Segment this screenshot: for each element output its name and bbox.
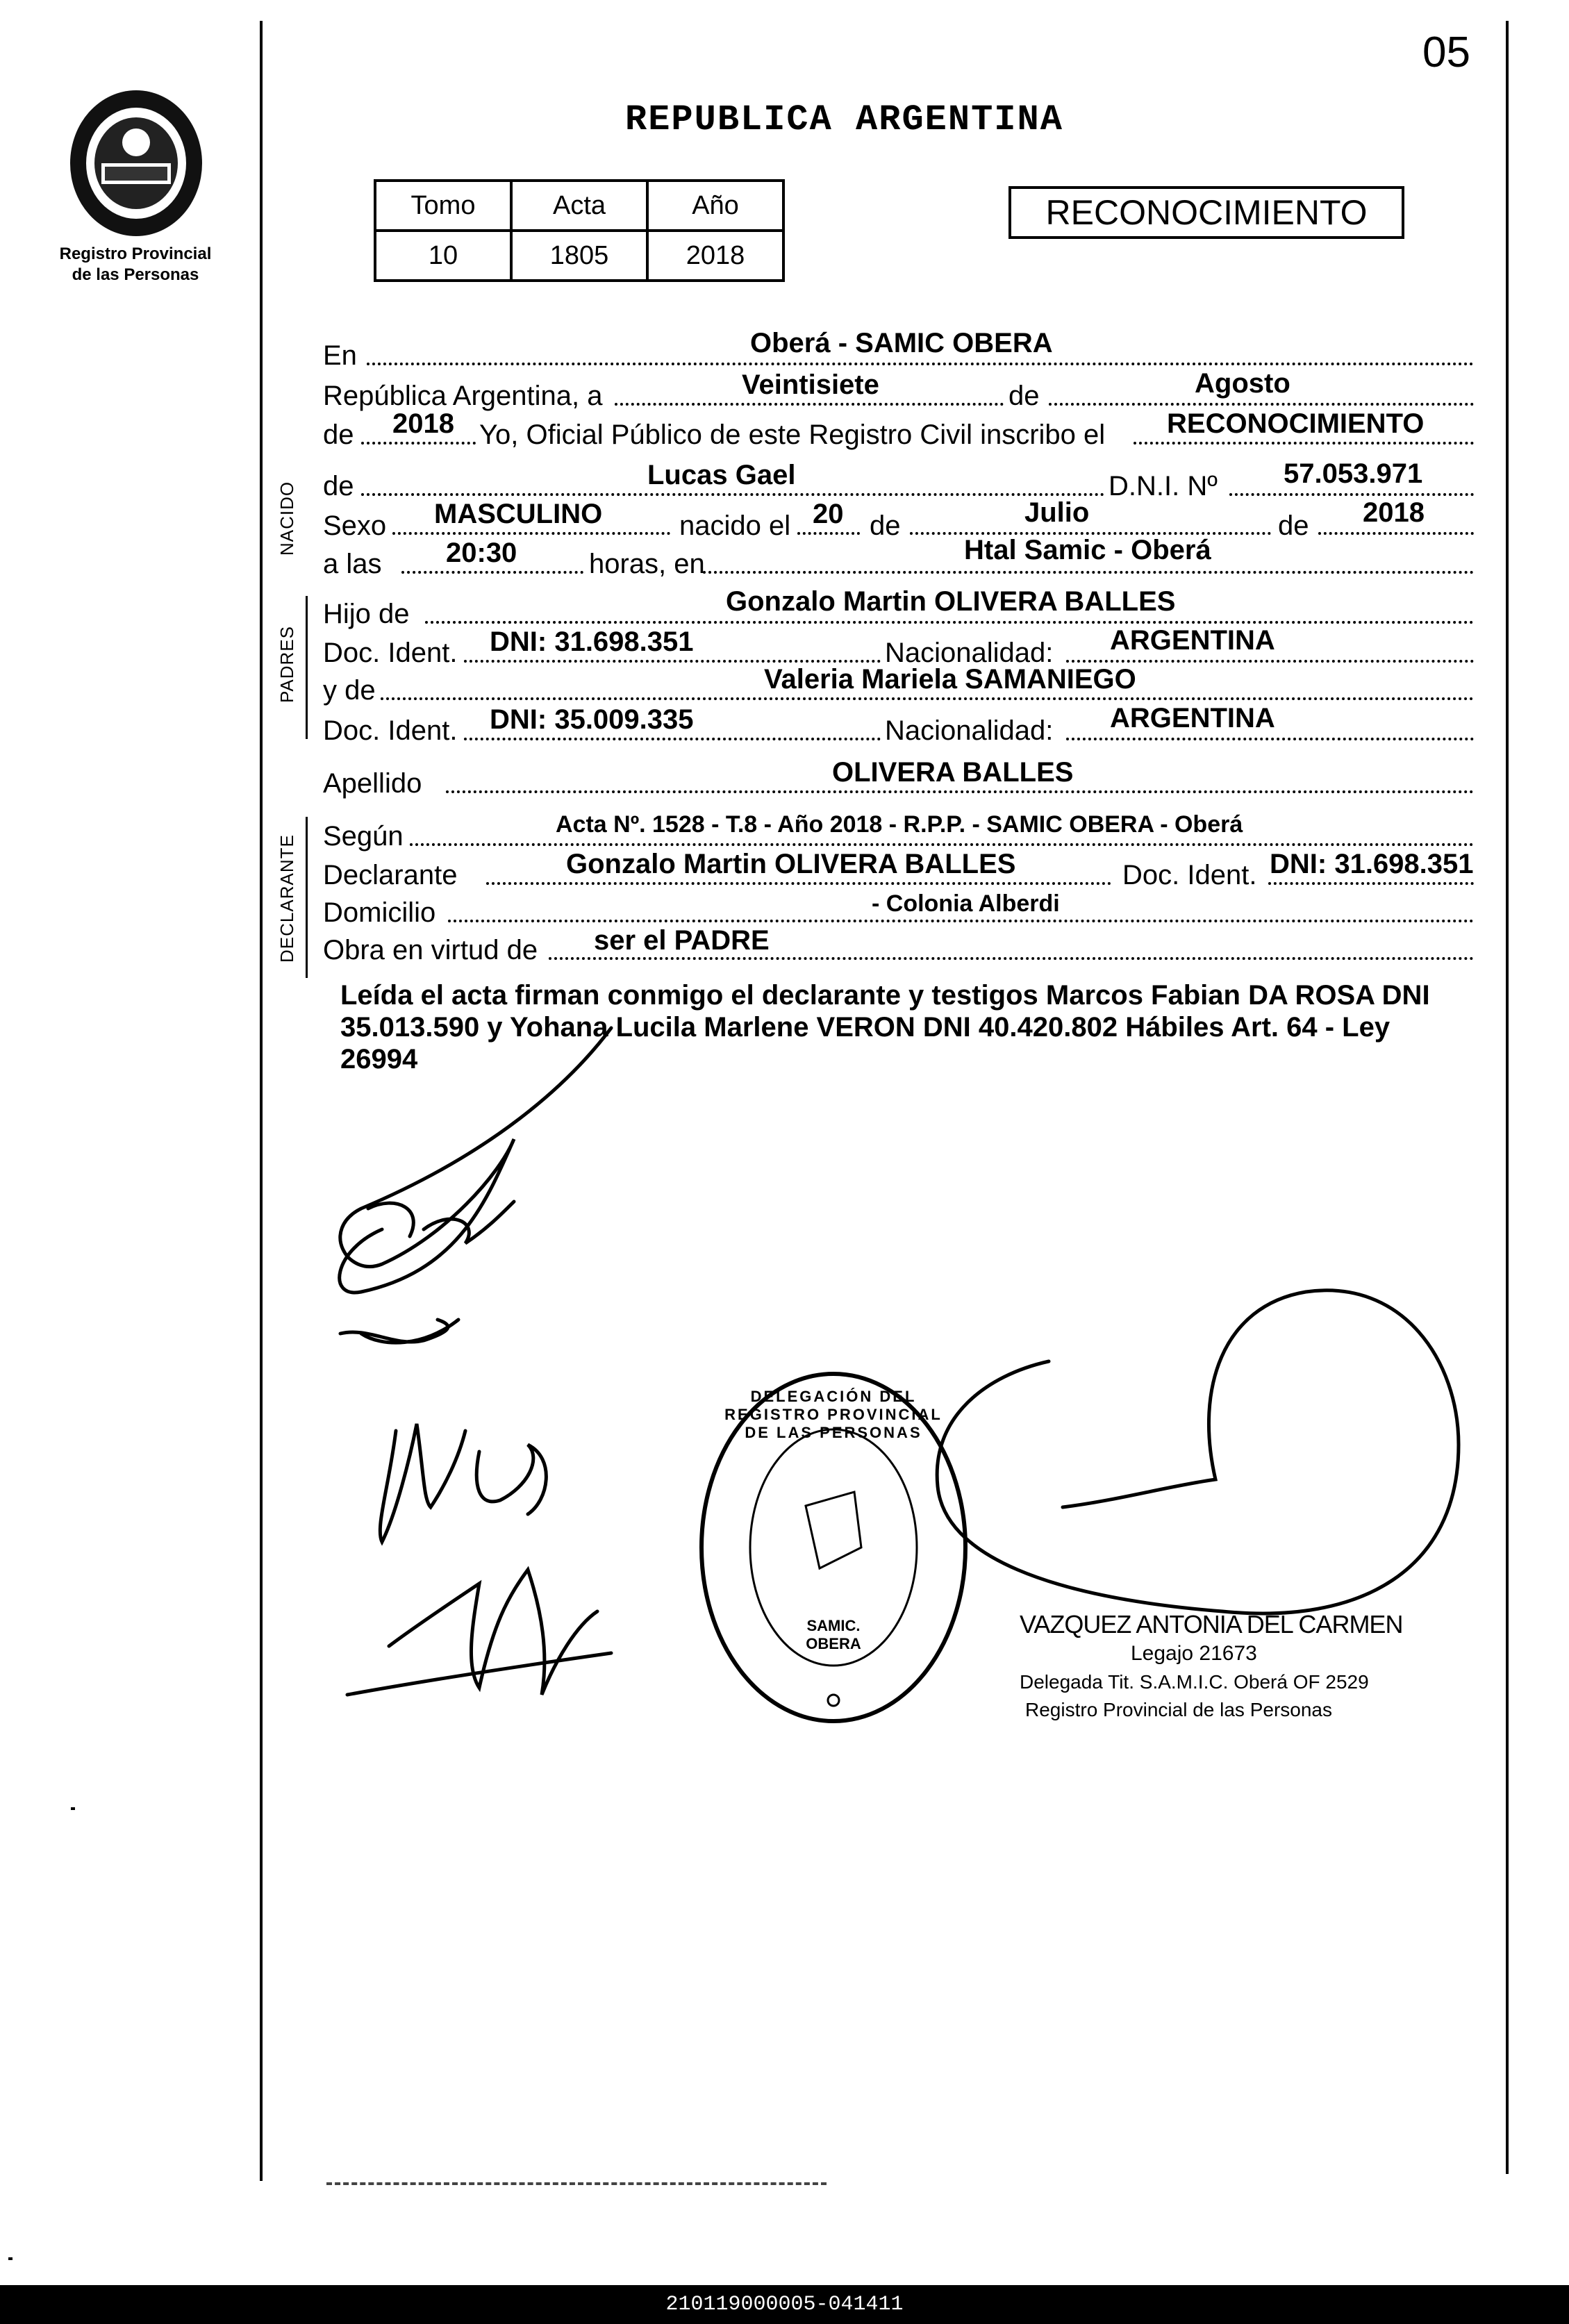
table-value-anio: 2018: [647, 231, 783, 281]
dotline-segun: [410, 843, 1474, 846]
dotline-apellido: [446, 790, 1474, 793]
label-a-las: a las: [323, 549, 382, 579]
registry-table: [374, 179, 785, 282]
value-madre: Valeria Mariela SAMANIEGO: [764, 664, 1136, 695]
label-nacionalidad-padre: Nacionalidad:: [885, 638, 1054, 668]
label-de-mes-nac: de: [870, 511, 901, 541]
dotline-obra: [549, 957, 1474, 960]
document-title: REPUBLICA ARGENTINA: [625, 99, 1063, 140]
value-lugar-nac: Htal Samic - Oberá: [964, 535, 1211, 565]
official-name: VAZQUEZ ANTONIA DEL CARMEN: [1020, 1610, 1403, 1638]
value-domicilio: - Colonia Alberdi: [872, 890, 1060, 917]
dotline-hora: [401, 571, 583, 574]
dotline-dia: [615, 403, 1004, 406]
label-en: En: [323, 340, 357, 371]
official-cargo: Delegada Tit. S.A.M.I.C. Oberá OF 2529: [1020, 1671, 1369, 1693]
value-madre-nac: ARGENTINA: [1110, 703, 1275, 733]
label-dni: D.N.I. Nº: [1109, 471, 1218, 501]
dotline-madre-doc: [464, 738, 881, 740]
value-dia-nac: 20: [813, 499, 844, 529]
dotline-anio: [361, 442, 476, 445]
stray-mark-1: [71, 1807, 75, 1810]
label-horas-en: horas, en: [589, 549, 705, 579]
label-de-anio-nac: de: [1278, 511, 1309, 541]
label-domicilio: Domicilio: [323, 897, 436, 928]
value-sexo: MASCULINO: [434, 499, 603, 529]
dotline-domicilio: [448, 920, 1474, 922]
dotline-lugar-nac: [703, 571, 1474, 574]
dotline-madre-nac: [1066, 738, 1474, 740]
act-type-label: RECONOCIMIENTO: [1045, 193, 1368, 232]
dotline-nombre: [361, 493, 1104, 496]
dotline-madre: [381, 697, 1474, 700]
right-margin-line: [1506, 21, 1509, 2174]
table-header-anio: Año: [647, 181, 783, 231]
label-doc-ident-madre: Doc. Ident.: [323, 715, 458, 746]
value-padre-doc: DNI: 31.698.351: [490, 626, 694, 657]
dotline-padre-nac: [1066, 660, 1474, 663]
declarante-bracket: [306, 817, 308, 978]
dotline-acto: [1134, 442, 1474, 445]
label-nacido-el: nacido el: [679, 511, 791, 541]
label-nacionalidad-madre: Nacionalidad:: [885, 715, 1054, 746]
value-padre: Gonzalo Martin OLIVERA BALLES: [726, 586, 1176, 617]
dotline-dni: [1229, 493, 1474, 496]
label-sexo: Sexo: [323, 511, 387, 541]
left-margin-line: [260, 21, 263, 2181]
value-anio-nac: 2018: [1363, 497, 1425, 528]
label-yo-oficial: Yo, Oficial Público de este Registro Civil inscribo el: [479, 420, 1106, 450]
value-obra: ser el PADRE: [594, 925, 770, 956]
label-republica: República Argentina, a: [323, 381, 603, 411]
label-de-nombre: de: [323, 471, 354, 501]
value-padre-nac: ARGENTINA: [1110, 625, 1275, 656]
dotline-declarante-doc: [1268, 882, 1474, 885]
label-de-mes: de: [1008, 381, 1040, 411]
label-hijo-de: Hijo de: [323, 599, 410, 629]
label-segun: Según: [323, 821, 404, 852]
value-hora: 20:30: [446, 538, 517, 568]
footer-code: 210119000005-041411: [665, 2293, 904, 2316]
logo-caption-line2: de las Personas: [72, 265, 199, 284]
stray-mark-2: [8, 2257, 13, 2260]
dotline-dia-nac: [797, 532, 860, 535]
dotline-padre: [425, 621, 1474, 624]
province-seal-logo: [67, 87, 206, 240]
value-dia: Veintisiete: [742, 370, 879, 400]
table-value-acta: 1805: [511, 231, 647, 281]
dotline-en: [367, 363, 1474, 365]
value-anio: 2018: [392, 408, 454, 439]
label-y-de: y de: [323, 675, 376, 706]
value-dni: 57.053.971: [1284, 458, 1423, 489]
value-mes-nac: Julio: [1024, 497, 1090, 528]
table-header-tomo: Tomo: [375, 181, 511, 231]
value-madre-doc: DNI: 35.009.335: [490, 704, 694, 735]
value-apellido: OLIVERA BALLES: [832, 757, 1074, 788]
page-number: 05: [1422, 28, 1470, 76]
padres-bracket: [306, 596, 308, 739]
registry-table-header-row: [375, 181, 783, 231]
dotline-declarante: [486, 882, 1111, 885]
side-label-padres: PADRES: [276, 626, 297, 703]
value-declarante: Gonzalo Martin OLIVERA BALLES: [566, 849, 1016, 879]
value-segun: Acta Nº. 1528 - T.8 - Año 2018 - R.P.P. - SAMIC OBERA - Oberá: [556, 811, 1243, 838]
label-apellido: Apellido: [323, 768, 422, 799]
official-legajo: Legajo 21673: [1131, 1642, 1257, 1665]
logo-caption-line1: Registro Provincial: [59, 244, 212, 263]
dotline-mes: [1049, 403, 1474, 406]
dotline-sexo: [392, 532, 670, 535]
footer-code-bar: [0, 2285, 1569, 2324]
side-label-nacido: NACIDO: [276, 481, 297, 556]
registry-table-value-row: [375, 231, 783, 281]
table-header-acta: Acta: [511, 181, 647, 231]
official-stamp: [695, 1367, 972, 1728]
side-label-declarante: DECLARANTE: [276, 834, 297, 963]
dotline-anio-nac: [1318, 532, 1474, 535]
stamp-ring-text: DELEGACIÓN DEL REGISTRO PROVINCIAL DE LAS PERSONAS: [724, 1388, 943, 1441]
label-declarante: Declarante: [323, 860, 458, 890]
label-de-anio: de: [323, 420, 354, 450]
table-value-tomo: 10: [375, 231, 511, 281]
value-mes: Agosto: [1195, 368, 1290, 399]
label-doc-ident-declarante: Doc. Ident.: [1122, 860, 1257, 890]
value-lugar: Oberá - SAMIC OBERA: [750, 328, 1053, 358]
value-declarante-doc: DNI: 31.698.351: [1270, 849, 1474, 879]
act-type-box: [1008, 186, 1404, 239]
bottom-dashes: [326, 2182, 827, 2185]
official-organismo: Registro Provincial de las Personas: [1025, 1699, 1332, 1720]
closing-text: Leída el acta firman conmigo el declarante y testigos Marcos Fabian DA ROSA DNI 35.013.590 y Yohana Lucila Marlene VERON DNI 40.420.802 Hábiles Art. 64 - Ley 26994: [340, 980, 1430, 1074]
label-obra: Obra en virtud de: [323, 935, 538, 965]
stamp-inner-text: SAMIC. OBERA: [806, 1617, 861, 1652]
dotline-padre-doc: [464, 660, 881, 663]
value-nombre: Lucas Gael: [647, 460, 796, 490]
label-doc-ident-padre: Doc. Ident.: [323, 638, 458, 668]
value-acto: RECONOCIMIENTO: [1167, 408, 1425, 439]
